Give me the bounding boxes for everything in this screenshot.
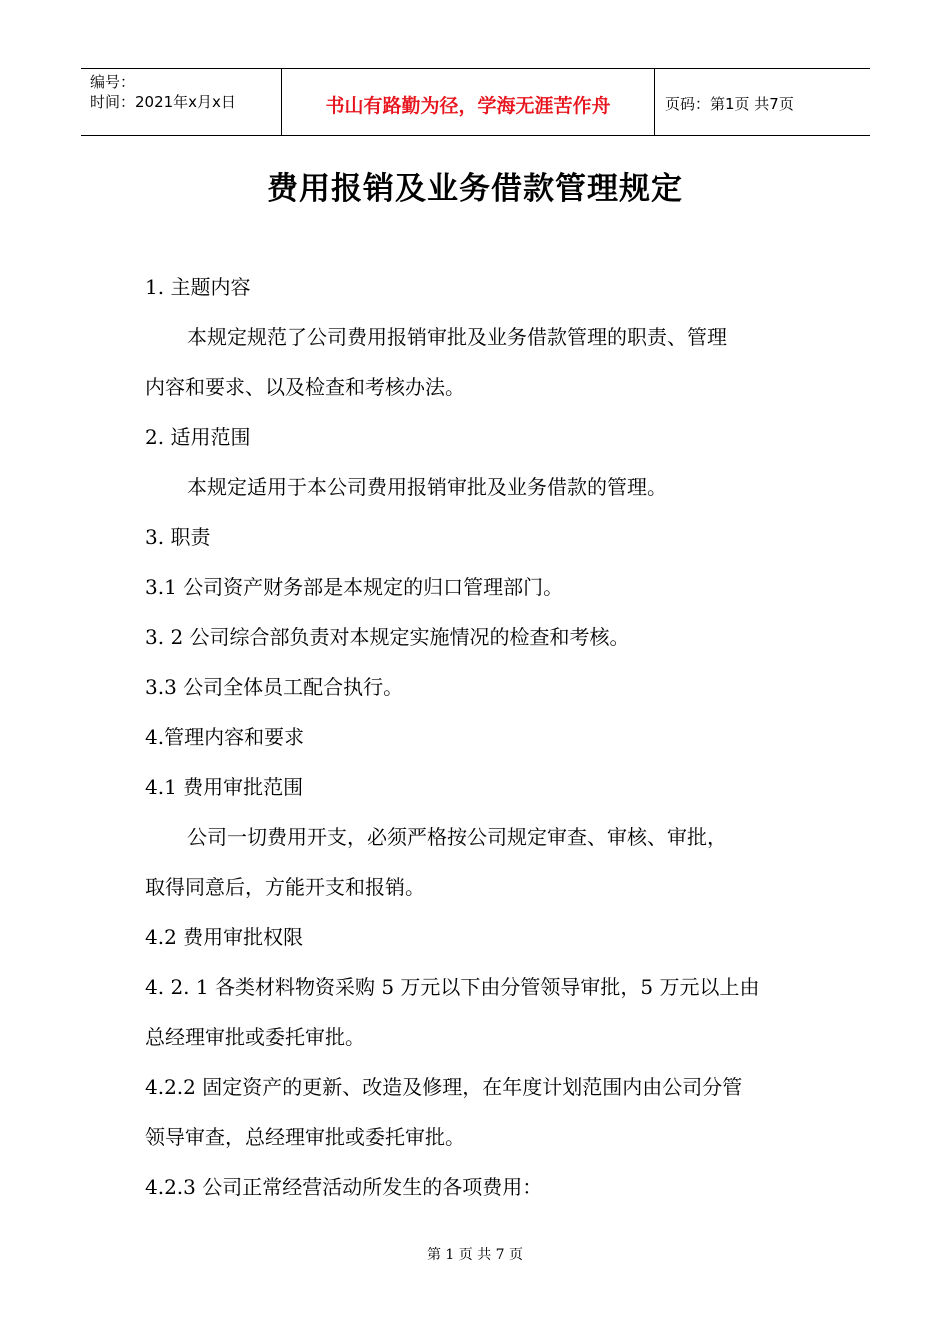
heading-4: 4.管理内容和要求 [145, 725, 305, 749]
clause-3-2: 3. 2 公司综合部负责对本规定实施情况的检查和考核。 [145, 625, 630, 649]
page-info: 页码：第1页 共7页 [665, 94, 794, 113]
heading-1: 1. 主题内容 [145, 275, 251, 299]
heading-2: 2. 适用范围 [145, 425, 251, 449]
paragraph: 总经理审批或委托审批。 [145, 1025, 365, 1049]
header-table [81, 68, 870, 136]
clause-4-2-3: 4.2.3 公司正常经营活动所发生的各项费用： [145, 1175, 543, 1199]
date-label: 时间：2021年x月x日 [90, 93, 236, 111]
paragraph: 领导审查，总经理审批或委托审批。 [145, 1125, 465, 1149]
motto: 书山有路勤为径，学海无涯苦作舟 [282, 69, 655, 135]
document-body [145, 262, 815, 1212]
paragraph: 本规定规范了公司费用报销审批及业务借款管理的职责、管理 [187, 325, 727, 349]
paragraph: 取得同意后，方能开支和报销。 [145, 875, 425, 899]
clause-4-2-1: 4. 2. 1 各类材料物资采购 5 万元以下由分管领导审批，5 万元以上由 [145, 975, 760, 999]
number-label: 编号： [90, 73, 136, 91]
clause-4-1: 4.1 费用审批范围 [145, 775, 304, 799]
paragraph: 公司一切费用开支，必须严格按公司规定审查、审核、审批， [187, 825, 727, 849]
page-footer: 第 1 页 共 7 页 [426, 1247, 524, 1263]
document-title: 费用报销及业务借款管理规定 [267, 171, 683, 207]
clause-3-3: 3.3 公司全体员工配合执行。 [145, 675, 404, 699]
clause-3-1: 3.1 公司资产财务部是本规定的归口管理部门。 [145, 575, 564, 599]
clause-4-2-2: 4.2.2 固定资产的更新、改造及修理，在年度计划范围内由公司分管 [145, 1075, 743, 1099]
paragraph: 本规定适用于本公司费用报销审批及业务借款的管理。 [187, 475, 667, 499]
clause-4-2: 4.2 费用审批权限 [145, 925, 304, 949]
header-left-cell [81, 69, 282, 135]
heading-3: 3. 职责 [145, 525, 211, 549]
paragraph: 内容和要求、以及检查和考核办法。 [145, 375, 465, 399]
